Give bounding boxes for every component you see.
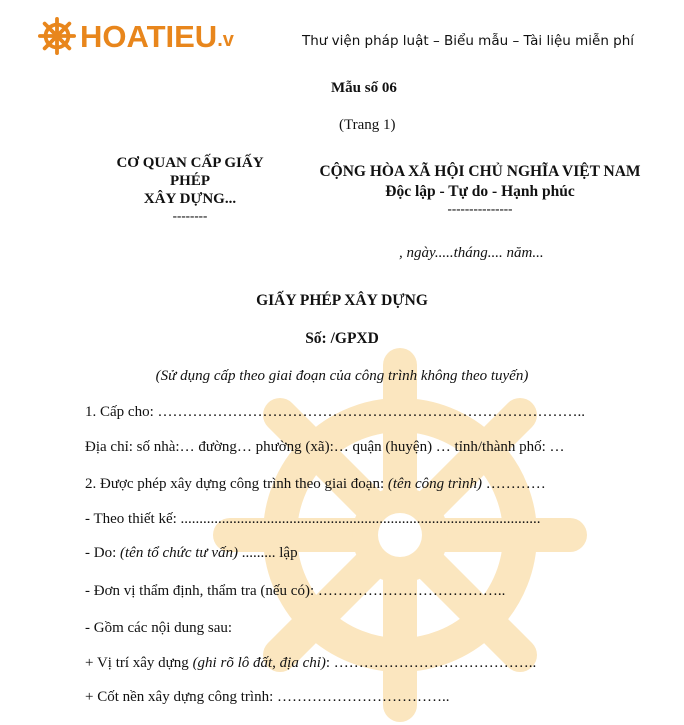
field-foundation-level: + Cốt nền xây dựng công trình: ……………………………..: [85, 689, 450, 705]
agency-rule: --------: [172, 208, 208, 223]
date-line: , ngày.....tháng.... năm...: [399, 245, 544, 261]
logo-text: HOATIEU: [80, 18, 218, 54]
nation-block: [305, 162, 655, 216]
field-issued-to: 1. Cấp cho: …………………………………………………………………………..: [85, 404, 585, 420]
field-location-hint: (ghi rõ lô đất, địa chỉ): [192, 655, 326, 671]
agency-line-2: PHÉP: [170, 173, 210, 189]
field-permitted-hint: (tên công trình): [387, 476, 483, 492]
field-location-suffix: : …………………………………..: [325, 655, 537, 671]
agency-line-1: CƠ QUAN CẤP GIẤY: [116, 155, 264, 171]
nation-motto: Độc lập - Tự do - Hạnh phúc: [385, 183, 575, 200]
document-subtitle: (Sử dụng cấp theo giai đoạn của công trình không theo tuyến): [155, 368, 529, 384]
nation-rule: ---------------: [447, 201, 513, 216]
field-prepared-prefix: - Do:: [85, 545, 120, 561]
nation-title: CỘNG HÒA XÃ HỘI CHỦ NGHĨA VIỆT NAM: [319, 163, 641, 180]
field-prepared-by: [85, 545, 298, 562]
form-number: Mẫu số 06: [331, 80, 397, 96]
field-appraisal-unit: - Đơn vị thẩm định, thẩm tra (nếu có): ………………………………..: [85, 583, 506, 599]
site-tagline: Thư viện pháp luật – Biểu mẫu – Tài liệu miễn phí: [302, 33, 635, 49]
logo-suffix: .v: [217, 29, 234, 51]
agency-block: [95, 154, 285, 224]
field-design: - Theo thiết kế: ................................................................................................: [85, 511, 541, 527]
ship-wheel-logo-icon: [38, 17, 76, 55]
agency-line-3: XÂY DỰNG...: [143, 191, 237, 207]
field-permitted-suffix: …………: [482, 476, 546, 492]
field-address: Địa chỉ: số nhà:… đường… phường (xã):… quận (huyện) … tỉnh/thành phố: …: [85, 439, 565, 455]
field-prepared-hint: (tên tổ chức tư vấn): [120, 545, 238, 561]
field-permitted-construction: [85, 476, 546, 493]
site-logo[interactable]: [38, 16, 234, 56]
page-label: (Trang 1): [339, 117, 396, 133]
field-location-prefix: + Vị trí xây dựng: [85, 655, 193, 671]
document-number: Số: /GPXD: [305, 330, 379, 347]
site-header: [0, 0, 684, 75]
field-location: [85, 655, 536, 672]
field-contents-heading: - Gồm các nội dung sau:: [85, 620, 233, 636]
field-prepared-suffix: ......... lập: [238, 545, 298, 561]
field-permitted-prefix: 2. Được phép xây dựng công trình theo giai đoạn:: [85, 476, 388, 492]
document-title: GIẤY PHÉP XÂY DỰNG: [256, 292, 428, 309]
